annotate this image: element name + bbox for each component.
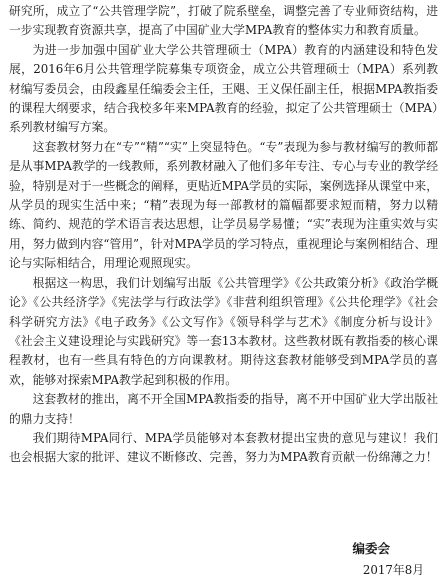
paragraph-1: 研究所，成立了“公共管理学院”，打破了院系壁垒，调整完善了专业师资结构，进一步实现教育资源共享，提高了中国矿业大学MPA教育的整体实力和教育质量。: [9, 4, 438, 38]
signature: 编委会: [352, 541, 390, 556]
paragraph-3: 这套教材努力在“专”“精”“实”上突显特色。“专”表现为参与教材编写的教师都是从事MPA教学的一线教师，系列教材融入了他们多年专注、专心与专业的教学经验，特别是对于一些概念的阐释，更贴近MPA学员的实际，案例选择从课堂中来，从学员的现实生活中来；“精”表现为每一部教材的篇幅都要求短而精，努力以精练、简约、规范的学术语言表达思想，让学员易学易懂；“实”表现为注重实效与实用，努力做到内容“管用”，针对MPA学员的学习特点，重视理论与案例相结合、理论与实际相结合，用理论观照现实。: [9, 139, 438, 271]
paragraph-6: 我们期待MPA同行、MPA学员能够对本套教材提出宝贵的意见与建议！我们也会根据大家的批评、建议不断修改、完善，努力为MPA教育贡献一份绵薄之力！: [9, 430, 438, 465]
paragraph-4: 根据这一构思，我们计划编写出版《公共管理学》《公共政策分析》《政治学概论》《公共经济学》《宪法学与行政法学》《非营利组织管理》《公共伦理学》《社会科学研究方法》《电子政务》《公文写作》《领导科学与艺术》《制度分析与设计》《社会主义建设理论与实践研究》等一套13本教材。这些教材既有教指委的核心课程教材，也有一些具有特色的方向课教材。期待这套教材能够受到MPA学员的喜欢，能够对探索MPA教学起到积极的作用。: [9, 275, 438, 387]
paragraph-5: 这套教材的推出，离不开全国MPA教指委的指导，离不开中国矿业大学出版社的鼎力支持！: [9, 392, 438, 426]
date: 2017年8月: [362, 563, 424, 577]
paragraph-2: 为进一步加强中国矿业大学公共管理硕士（MPA）教育的内涵建设和特色发展，2016年6月公共管理学院募集专项资金，成立公共管理硕士（MPA）系列教材编写委员会，由段鑫星任编委会主任，王飓、王义保任副主任，根据MPA教指委的课程大纲要求，结合我校多年来MPA教育的经验，拟定了公共管理硕士（MPA）系列教材编写方案。: [9, 42, 438, 135]
